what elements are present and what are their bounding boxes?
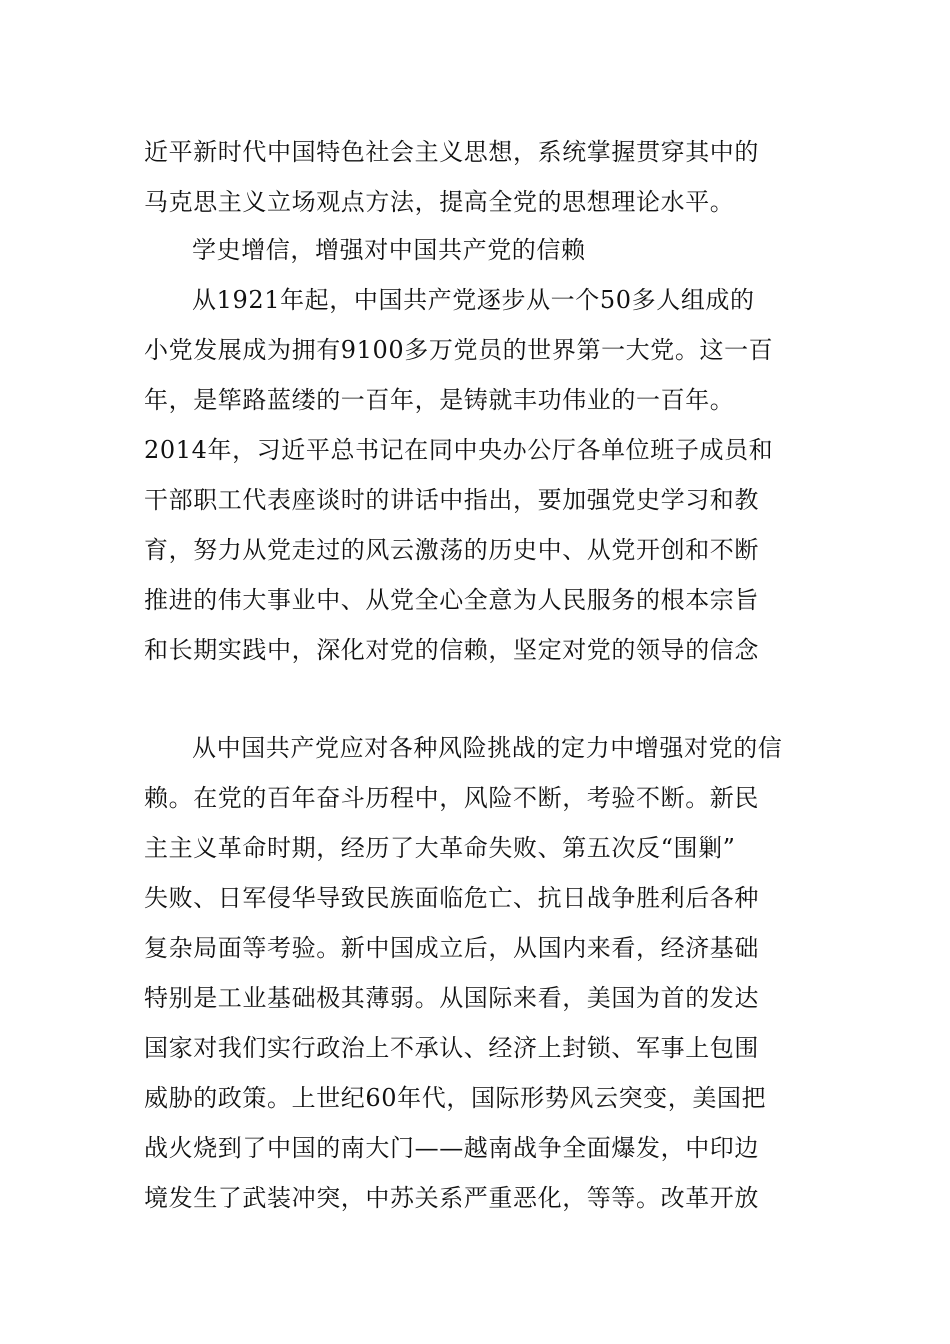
paragraph-line: 主主义革命时期，经历了大革命失败、第五次反“围剿” bbox=[144, 834, 736, 862]
paragraph-line: 复杂局面等考验。新中国成立后，从国内来看，经济基础 bbox=[144, 934, 759, 962]
paragraph-line: 近平新时代中国特色社会主义思想，系统掌握贯穿其中的 bbox=[144, 138, 759, 166]
paragraph-line: 特别是工业基础极其薄弱。从国际来看，美国为首的发达 bbox=[144, 984, 759, 1012]
paragraph-line: 和长期实践中，深化对党的信赖，坚定对党的领导的信念 bbox=[144, 636, 759, 664]
paragraph-line: 境发生了武装冲突，中苏关系严重恶化，等等。改革开放 bbox=[144, 1184, 759, 1212]
paragraph-line: 推进的伟大事业中、从党全心全意为人民服务的根本宗旨 bbox=[144, 586, 759, 614]
paragraph-line: 马克思主义立场观点方法，提高全党的思想理论水平。 bbox=[144, 188, 735, 216]
paragraph-line: 小党发展成为拥有9100多万党员的世界第一大党。这一百 bbox=[144, 336, 774, 364]
paragraph-line: 威胁的政策。上世纪60年代，国际形势风云突变，美国把 bbox=[144, 1084, 767, 1112]
paragraph-line: 从1921年起，中国共产党逐步从一个50多人组成的 bbox=[192, 286, 755, 314]
paragraph-line: 战火烧到了中国的南大门——越南战争全面爆发，中印边 bbox=[144, 1134, 759, 1162]
paragraph-line: 从中国共产党应对各种风险挑战的定力中增强对党的信 bbox=[192, 734, 783, 762]
paragraph-line: 国家对我们实行政治上不承认、经济上封锁、军事上包围 bbox=[144, 1034, 759, 1062]
paragraph-line: 干部职工代表座谈时的讲话中指出，要加强党史学习和教 bbox=[144, 486, 759, 514]
paragraph-line: 失败、日军侵华导致民族面临危亡、抗日战争胜利后各种 bbox=[144, 884, 759, 912]
paragraph-line: 赖。在党的百年奋斗历程中，风险不断，考验不断。新民 bbox=[144, 784, 759, 812]
section-heading: 学史增信，增强对中国共产党的信赖 bbox=[192, 236, 586, 264]
paragraph-line: 育，努力从党走过的风云激荡的历史中、从党开创和不断 bbox=[144, 536, 759, 564]
paragraph-line: 2014年，习近平总书记在同中央办公厅各单位班子成员和 bbox=[144, 436, 774, 464]
paragraph-line: 年，是筚路蓝缕的一百年，是铸就丰功伟业的一百年。 bbox=[144, 386, 735, 414]
